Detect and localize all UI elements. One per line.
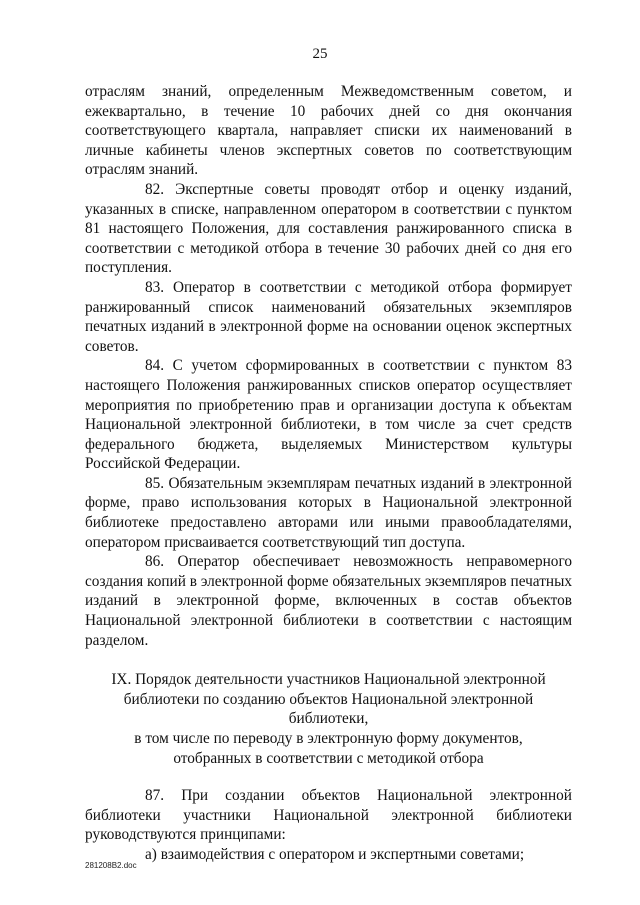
section-heading-line: в том числе по переводу в электронную форму документов, [134,730,523,747]
document-file-code: 281208В2.doc [85,861,137,870]
section-heading-line: IX. Порядок деятельности участников Национальной электронной [111,671,546,689]
document-body [85,82,572,865]
paragraph-87: 87. При создании объектов Национальной электронной библиотеки участники Национальной электронной библиотеки руководствуются принципами: [85,787,572,844]
paragraph-82: 82. Экспертные советы проводят отбор и оценку изданий, указанных в списке, направленном оператором в соответствии с пунктом 81 настоящего Положения, для составления ранжированного списка в соответствии с методикой отбора в течение 30 рабочих дней со дня его поступления. [85,180,572,277]
section-heading-ix [85,670,572,768]
paragraph-83: 83. Оператор в соответствии с методикой отбора формирует ранжированный список наименований обязательных экземпляров печатных изданий в электронной форме на основании оценок экспертных советов. [85,278,572,355]
paragraph-87-item-a: а) взаимодействия с оператором и экспертными советами; [145,845,525,863]
section-heading-line: библиотеки по созданию объектов Национальной электронной библиотеки, [123,690,534,728]
page-number: 25 [312,46,328,62]
paragraph-85: 85. Обязательным экземплярам печатных изданий в электронной форме, право использования которых в Национальной электронной библиотеке предоставлено авторами или иными правообладателями, оператором присваивается соответствующий тип доступа. [85,474,572,551]
section-heading-line: отобранных в соответствии с методикой отбора [173,749,484,767]
paragraph-84: 84. С учетом сформированных в соответствии с пунктом 83 настоящего Положения ранжированных списков оператор осуществляет мероприятия по приобретению прав и организации доступа к объектам Национальной электронной библиотеки, в том числе за счет средств федерального бюджета, выделяемых Министерством культуры Российской Федерации. [85,357,572,473]
paragraph-86: 86. Оператор обеспечивает невозможность неправомерного создания копий в электронной форме обязательных экземпляров печатных изданий в электронной форме, включенных в состав объектов Национальной электронной библиотеки в соответствии с настоящим разделом. [85,553,572,649]
paragraph-continuation: отраслям знаний, определенным Межведомственным советом, и ежеквартально, в течение 10 рабочих дней со дня окончания соответствующего квартала, направляет списки их наименований в личные кабинеты членов экспертных советов по соответствующим отраслям знаний. [85,83,572,179]
